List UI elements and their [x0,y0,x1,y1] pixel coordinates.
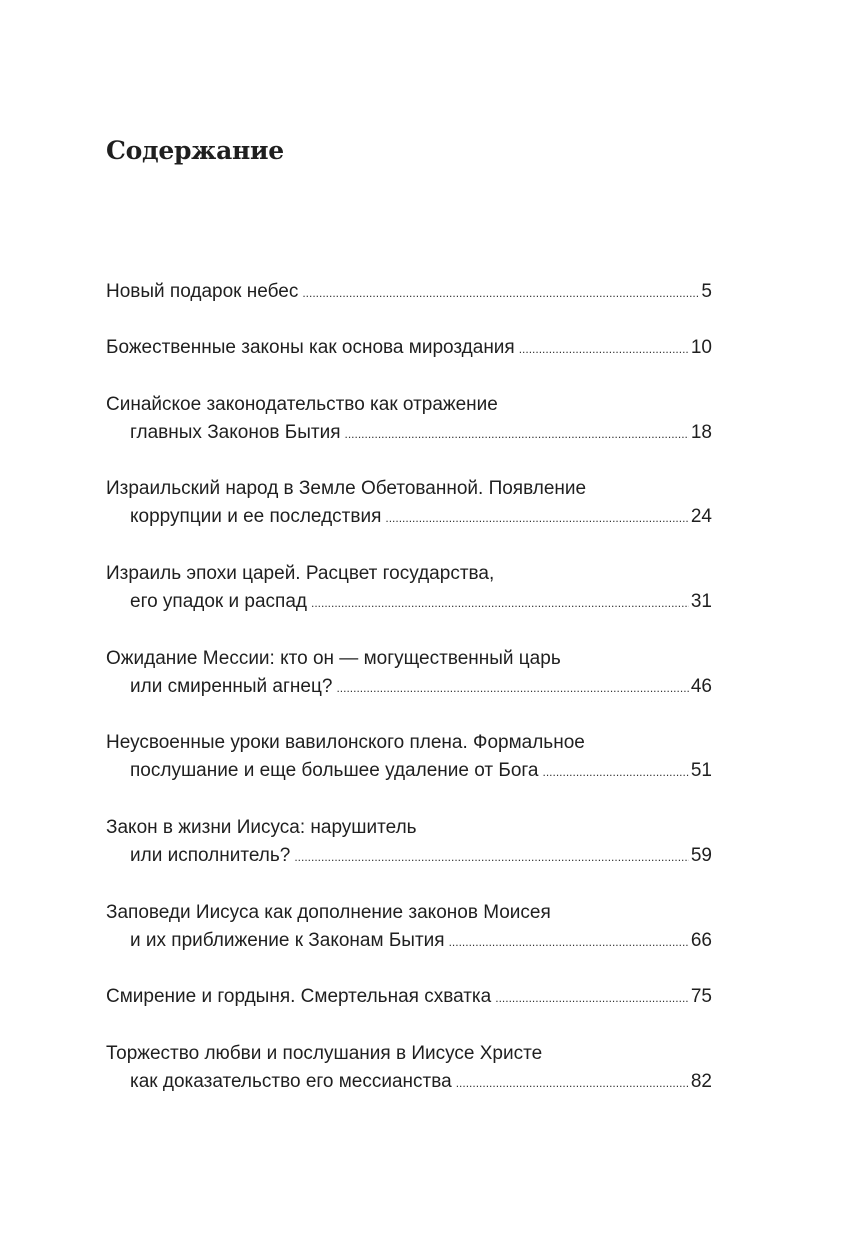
toc-entry-title: Неусвоенные уроки вавилонского плена. Формальное [106,732,585,753]
dot-leader [311,589,689,617]
toc-page-number: 5 [701,281,712,302]
toc-entry-title: Новый подарок небес [106,281,299,302]
toc-entry-line [106,814,712,842]
toc-page-number: 82 [690,1071,712,1092]
dot-leader [519,335,689,363]
dot-leader [449,928,689,956]
toc-entry-line [106,842,712,870]
dot-leader [542,758,688,786]
toc-entry-line [106,391,712,419]
toc-entry-title-continued: главных Законов Бытия [130,422,341,443]
toc-entry-title: Торжество любви и послушания в Иисусе Христе [106,1043,543,1064]
toc-entry-title: Заповеди Иисуса как дополнение законов Моисея [106,902,551,923]
toc-entry-line [106,983,712,1011]
toc-entry [106,475,712,531]
toc-entry-line [106,1068,712,1096]
toc-entry [106,899,712,955]
toc-page-number: 24 [690,506,712,527]
dot-leader [495,984,689,1012]
toc-entry-title-continued: его упадок и распад [130,591,307,612]
toc-page-number: 18 [690,422,712,443]
dot-leader [302,279,699,307]
toc-entry-line [106,729,712,757]
toc-page-number: 51 [690,760,712,781]
toc-entry-line [106,334,712,362]
toc-entry-line [106,1040,712,1068]
toc-page-number: 46 [690,676,712,697]
toc-entry [106,391,712,447]
toc-entry [106,278,712,306]
toc-entry-title: Закон в жизни Иисуса: нарушитель [106,817,417,838]
toc-page-number: 66 [690,930,712,951]
dot-leader [456,1069,689,1097]
toc-entry-title-continued: коррупции и ее последствия [130,506,382,527]
toc-entry [106,983,712,1011]
toc-entry-line [106,588,712,616]
toc-entry [106,334,712,362]
toc-entry-line [106,560,712,588]
toc-entry-title-continued: как доказательство его мессианства [130,1071,452,1092]
toc-entry-line [106,419,712,447]
toc-entry-title: Ожидание Мессии: кто он — могущественный царь [106,648,561,669]
toc-entry-title: Божественные законы как основа мироздания [106,337,515,358]
toc-entry-line [106,645,712,673]
toc-entry-title-continued: послушание и еще большее удаление от Бога [130,760,539,781]
toc-entry [106,814,712,870]
toc-entry [106,1040,712,1096]
toc-entry-title-continued: или исполнитель? [130,845,291,866]
dot-leader [294,843,689,871]
toc-entry-line [106,475,712,503]
toc-entry-title: Израиль эпохи царей. Расцвет государства, [106,563,495,584]
page-title: Содержание [106,136,284,165]
toc-page-number: 75 [690,986,712,1007]
toc-page-number: 59 [690,845,712,866]
toc-entry-title: Смирение и гордыня. Смертельная схватка [106,986,492,1007]
toc-page-number: 10 [690,337,712,358]
toc-entry-line [106,503,712,531]
toc-entry-title-continued: или смиренный агнец? [130,676,333,697]
toc-entry-line [106,673,712,701]
toc-entry-line [106,757,712,785]
dot-leader [336,674,688,702]
toc-entry-line [106,899,712,927]
toc-entry-line [106,927,712,955]
toc-entry-title: Израильский народ в Земле Обетованной. Появление [106,478,587,499]
toc-entry [106,729,712,785]
toc-entry-title-continued: и их приближение к Законам Бытия [130,930,445,951]
toc-entry [106,645,712,701]
dot-leader [385,504,688,532]
dot-leader [344,420,688,448]
toc-entry-line [106,278,712,306]
toc-page-number: 31 [690,591,712,612]
toc-entry-title: Синайское законодательство как отражение [106,394,498,415]
toc-entry [106,560,712,616]
